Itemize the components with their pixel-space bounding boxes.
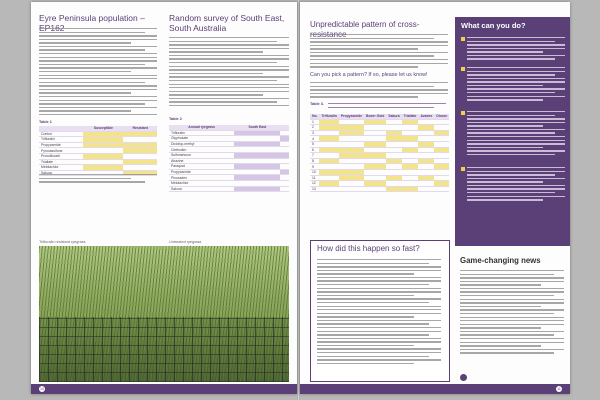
table-row: 8 [310, 158, 449, 164]
table3-header: Propyzamide [340, 114, 363, 119]
table-row: 6 [310, 147, 449, 153]
heading-random-survey: Random survey of South East, South Australia [169, 13, 285, 33]
bullet-icon [461, 111, 465, 115]
table-row: Propyzamide [169, 169, 289, 175]
table-row: Propyzamide [39, 142, 157, 148]
table-row: Trifluralin [169, 130, 289, 136]
box-body [317, 259, 441, 366]
table3-caption-text [328, 103, 446, 110]
left-page-number: 10 [40, 387, 44, 391]
table1-caption: Table 1 [39, 120, 52, 124]
what-can-you-do-sidebar [455, 17, 570, 246]
grdc-logo-icon [460, 374, 467, 381]
table2-caption: Table 2 [169, 117, 182, 121]
table-row: 9 [310, 164, 449, 170]
table-row: Prosulfocarb [39, 153, 157, 159]
table-row: Pyroxasulfone [39, 148, 157, 154]
bullet-icon [461, 167, 465, 171]
box-title: How did this happen so fast? [317, 244, 420, 253]
table-row: 11 [310, 175, 449, 181]
table3-header: Trifluralin [321, 114, 337, 119]
right-footer-bar [300, 384, 570, 394]
table3-header: Boxer Gold [366, 114, 385, 119]
body-text-col1 [39, 28, 157, 117]
table3 [310, 114, 449, 192]
table-row: Glyphosate [169, 136, 289, 142]
bullet-icon [461, 67, 465, 71]
sidebar-title: What can you do? [461, 21, 526, 30]
subheading-pick-pattern: Can you pick a pattern? If so, please let us know! [310, 72, 428, 78]
table-row: 13 [310, 186, 449, 192]
photo-left-caption: Trifluralin resistant ryegrass [39, 240, 86, 244]
table-row: Metolachlor [169, 180, 289, 186]
table2-header: South East [234, 125, 280, 130]
table3-caption: Table 3. [310, 102, 324, 106]
table3-header: Sakura [388, 114, 400, 119]
table-row: Sakura [169, 186, 289, 192]
how-did-this-happen-box [310, 240, 450, 382]
table-row: 3 [310, 130, 449, 136]
photo-right-caption: Untreated ryegrass [169, 240, 202, 244]
table3-header: Triallate [403, 114, 417, 119]
table-row: 12 [310, 181, 449, 187]
right-page [300, 2, 570, 394]
table-row: 1 [310, 119, 449, 125]
heading-eyre-peninsula: Eyre Peninsula population – [39, 13, 145, 23]
table-row: Atrazine [169, 158, 289, 164]
heading-cross-resistance: Unpredictable pattern of cross- [310, 20, 420, 29]
left-footer-bar [31, 384, 297, 394]
table-row: 5 [310, 141, 449, 147]
table-row: Control [39, 131, 157, 137]
left-page [31, 2, 297, 394]
table-row: Triallate [39, 159, 157, 165]
ryegrass-photo [39, 246, 289, 382]
table1-footnote [39, 174, 157, 185]
table-row: Clethodim [169, 147, 289, 153]
table1-header: Resistant [123, 126, 157, 131]
table1-header: Susceptible [83, 126, 123, 131]
table3-header: Avadex [420, 114, 433, 119]
table-row: 2 [310, 125, 449, 131]
table1 [39, 126, 157, 176]
table-row: Sulfometuron [169, 152, 289, 158]
table-row: Trifluralin [39, 137, 157, 143]
table-row: Diclofop-methyl [169, 141, 289, 147]
bullet-icon [461, 37, 465, 41]
fence-mesh [39, 317, 289, 382]
table3-header: No. [312, 114, 318, 119]
table2-header: Annual ryegrass [169, 125, 234, 130]
game-changing-news-title: Game-changing news [460, 256, 541, 265]
table-row: Pinoxaden [169, 175, 289, 181]
table2 [169, 125, 289, 192]
table-row: Paraquat [169, 164, 289, 170]
news-body [460, 270, 564, 356]
body-text-col2 [169, 37, 289, 109]
body-text-right [310, 34, 448, 70]
body-text-right-2 [310, 82, 448, 100]
table3-header: Diuron [436, 114, 448, 119]
table-row: Metolachlor [39, 165, 157, 171]
table-row: 10 [310, 169, 449, 175]
table-row: 4 [310, 136, 449, 142]
table-row: 7 [310, 153, 449, 159]
right-page-number: 11 [557, 387, 561, 391]
